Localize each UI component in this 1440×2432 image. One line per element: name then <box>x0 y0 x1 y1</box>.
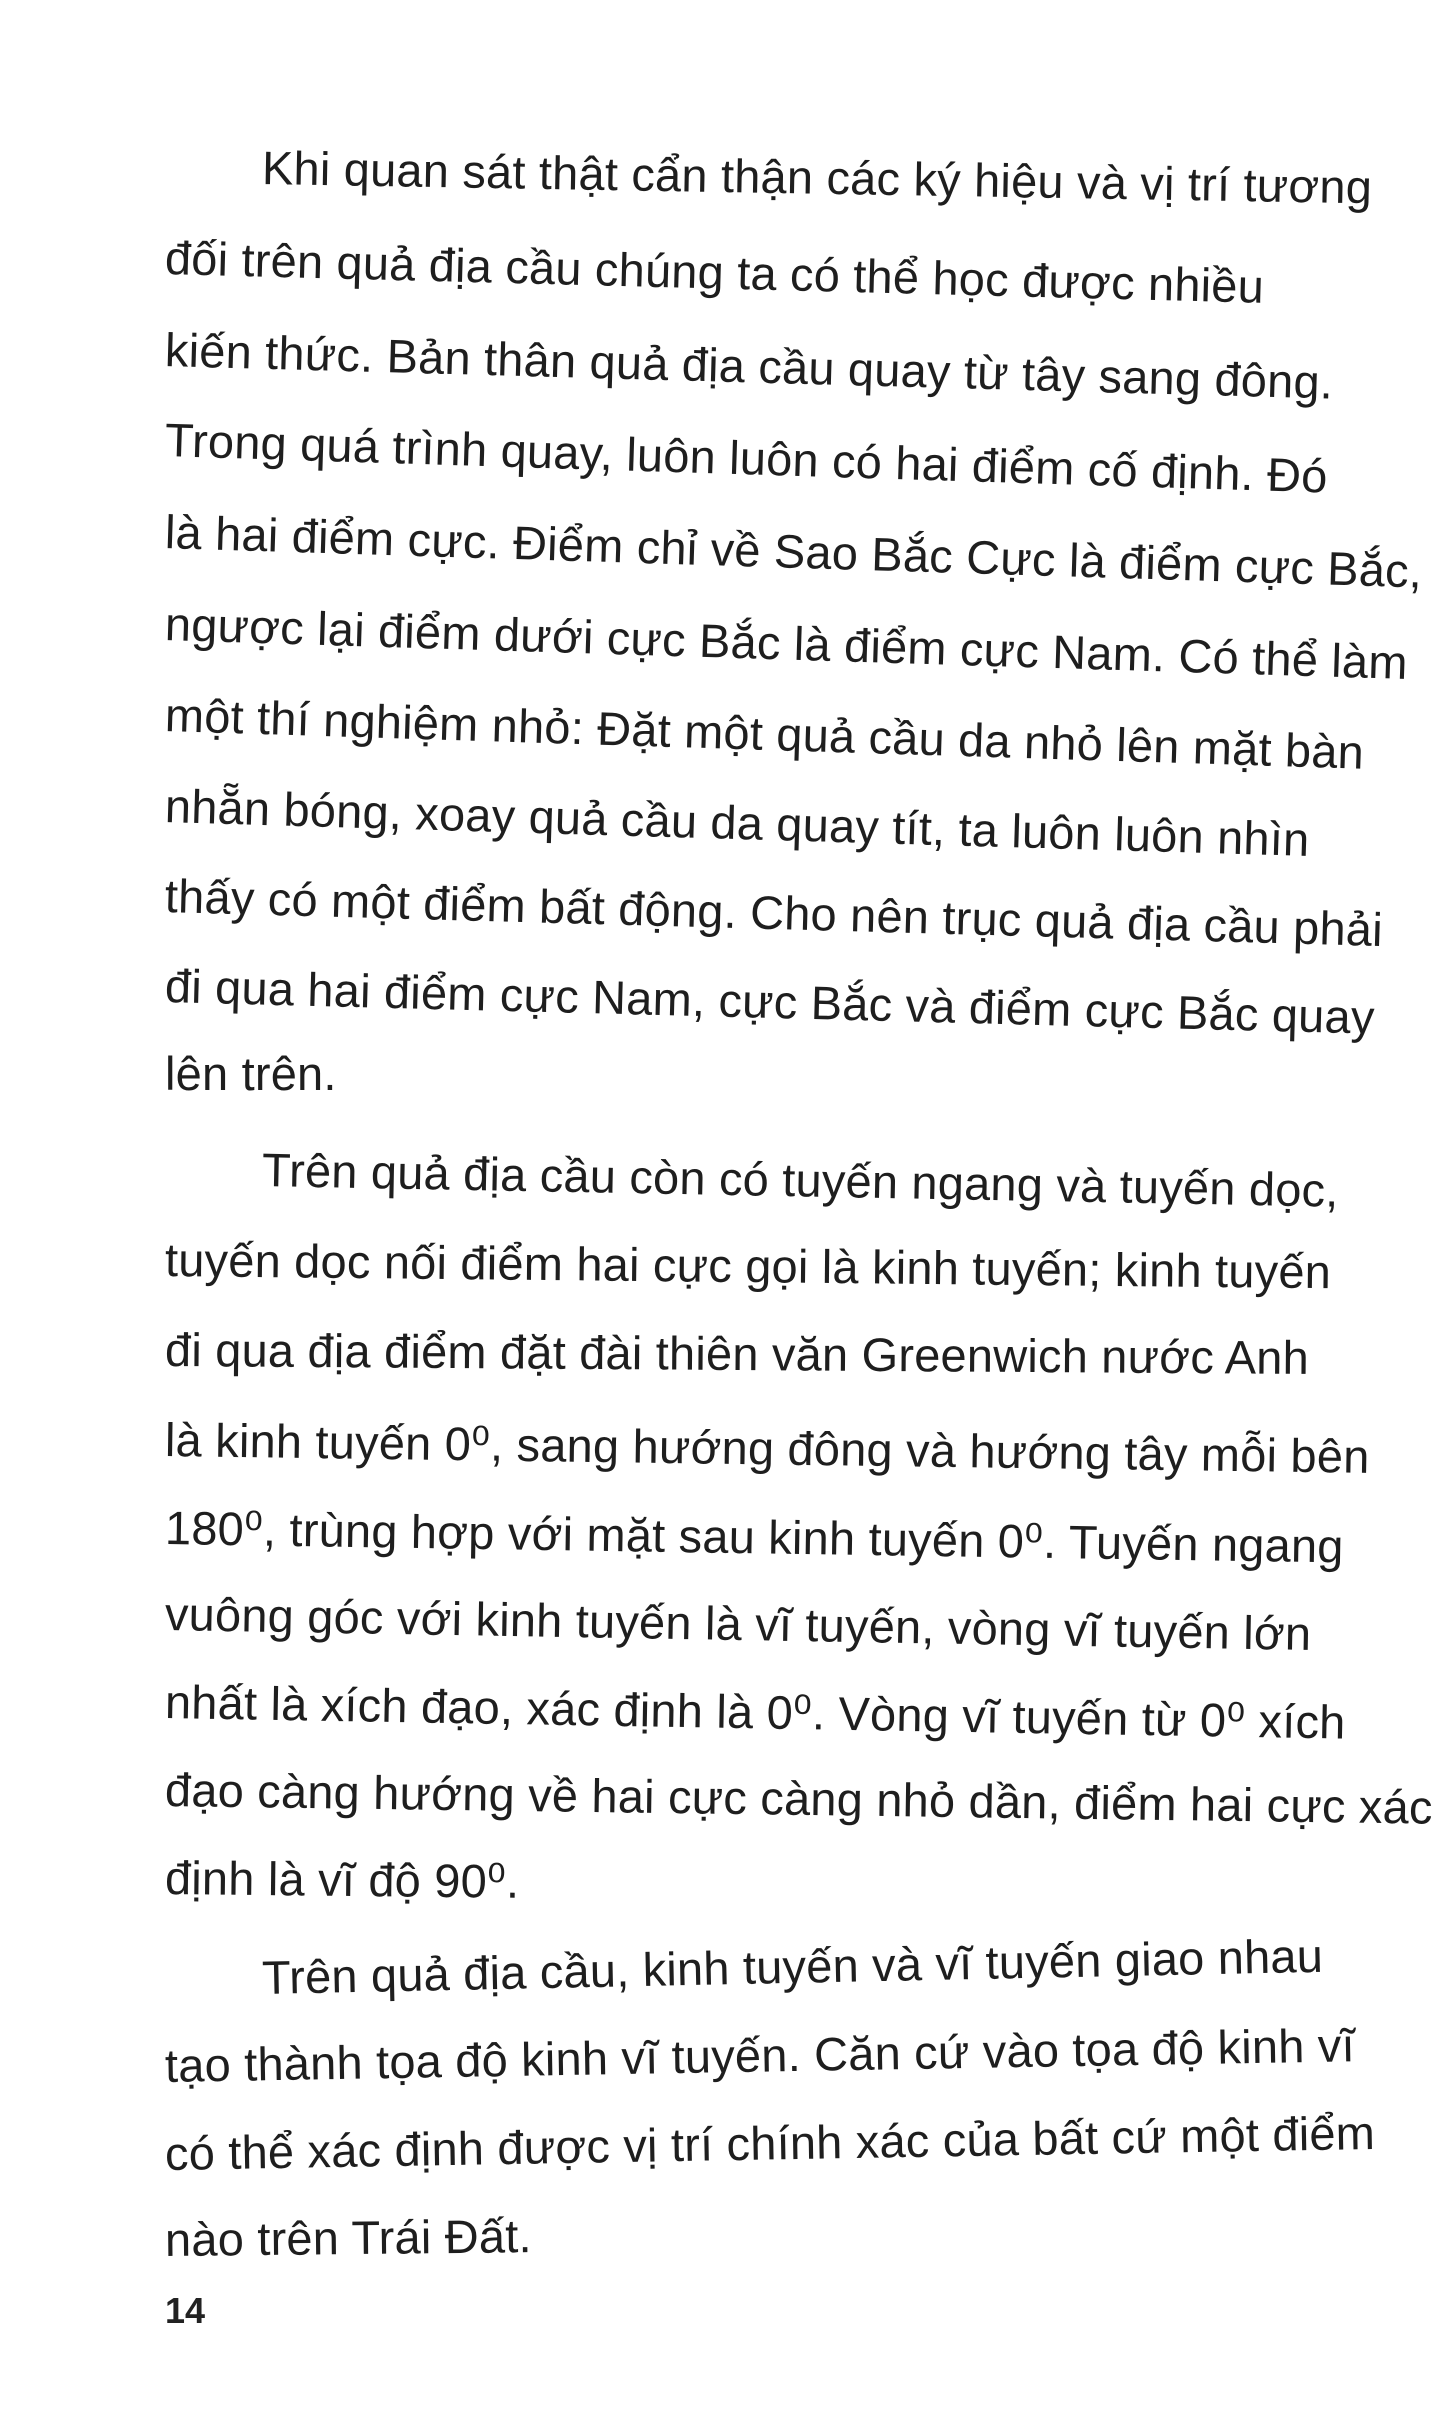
text-line: Trên quả địa cầu, kinh tuyến và vĩ tuyến giao nhau <box>261 1928 1324 2004</box>
text-line: nhẵn bóng, xoay quả cầu da quay tít, ta luôn luôn nhìn <box>164 779 1311 866</box>
text-line: Trong quá trình quay, luôn luôn có hai điểm cố định. Đó <box>164 413 1329 503</box>
text-line: Khi quan sát thật cẩn thận các ký hiệu và vị trí tương <box>261 141 1373 214</box>
text-line: vuông góc với kinh tuyến là vĩ tuyến, vòng vĩ tuyến lớn <box>164 1587 1312 1661</box>
text-line: nhất là xích đạo, xác định là 0⁰. Vòng vĩ tuyến từ 0⁰ xích <box>164 1675 1346 1749</box>
text-line: đi qua địa điểm đặt đài thiên văn Greenwich nước Anh <box>164 1323 1310 1384</box>
text-line: Trên quả địa cầu còn có tuyến ngang và tuyến dọc, <box>261 1143 1340 1217</box>
page-number: 14 <box>165 2290 206 2331</box>
text-line: có thể xác định được vị trí chính xác của bất cứ một điểm <box>164 2105 1376 2180</box>
text-line: là hai điểm cực. Điểm chỉ về Sao Bắc Cực là điểm cực Bắc, <box>164 505 1423 598</box>
text-line: là kinh tuyến 0⁰, sang hướng đông và hướng tây mỗi bên <box>164 1413 1370 1483</box>
text-line: thấy có một điểm bất động. Cho nên trục quả địa cầu phải <box>164 869 1384 957</box>
text-line: đối trên quả địa cầu chúng ta có thể học được nhiều <box>164 231 1265 313</box>
text-line: 180⁰, trùng hợp với mặt sau kinh tuyến 0⁰. Tuyến ngang <box>164 1501 1345 1573</box>
text-line: tạo thành tọa độ kinh vĩ tuyến. Căn cứ vào tọa độ kinh vĩ <box>164 2018 1356 2092</box>
text-line: một thí nghiệm nhỏ: Đặt một quả cầu da nhỏ lên mặt bàn <box>164 688 1365 779</box>
text-line: định là vĩ độ 90⁰. <box>164 1851 520 1908</box>
text-line: nào trên Trái Đất. <box>164 2209 532 2266</box>
text-line: đi qua hai điểm cực Nam, cực Bắc và điểm cực Bắc quay <box>164 959 1376 1044</box>
text-line: kiến thức. Bản thân quả địa cầu quay từ tây sang đông. <box>164 323 1334 409</box>
text-line: tuyến dọc nối điểm hai cực gọi là kinh tuyến; kinh tuyến <box>164 1233 1332 1299</box>
text-line: lên trên. <box>165 1047 337 1100</box>
text-line: ngược lại điểm dưới cực Bắc là điểm cực Nam. Có thể làm <box>164 597 1409 690</box>
text-line: đạo càng hướng về hai cực càng nhỏ dần, điểm hai cực xác <box>164 1763 1434 1834</box>
